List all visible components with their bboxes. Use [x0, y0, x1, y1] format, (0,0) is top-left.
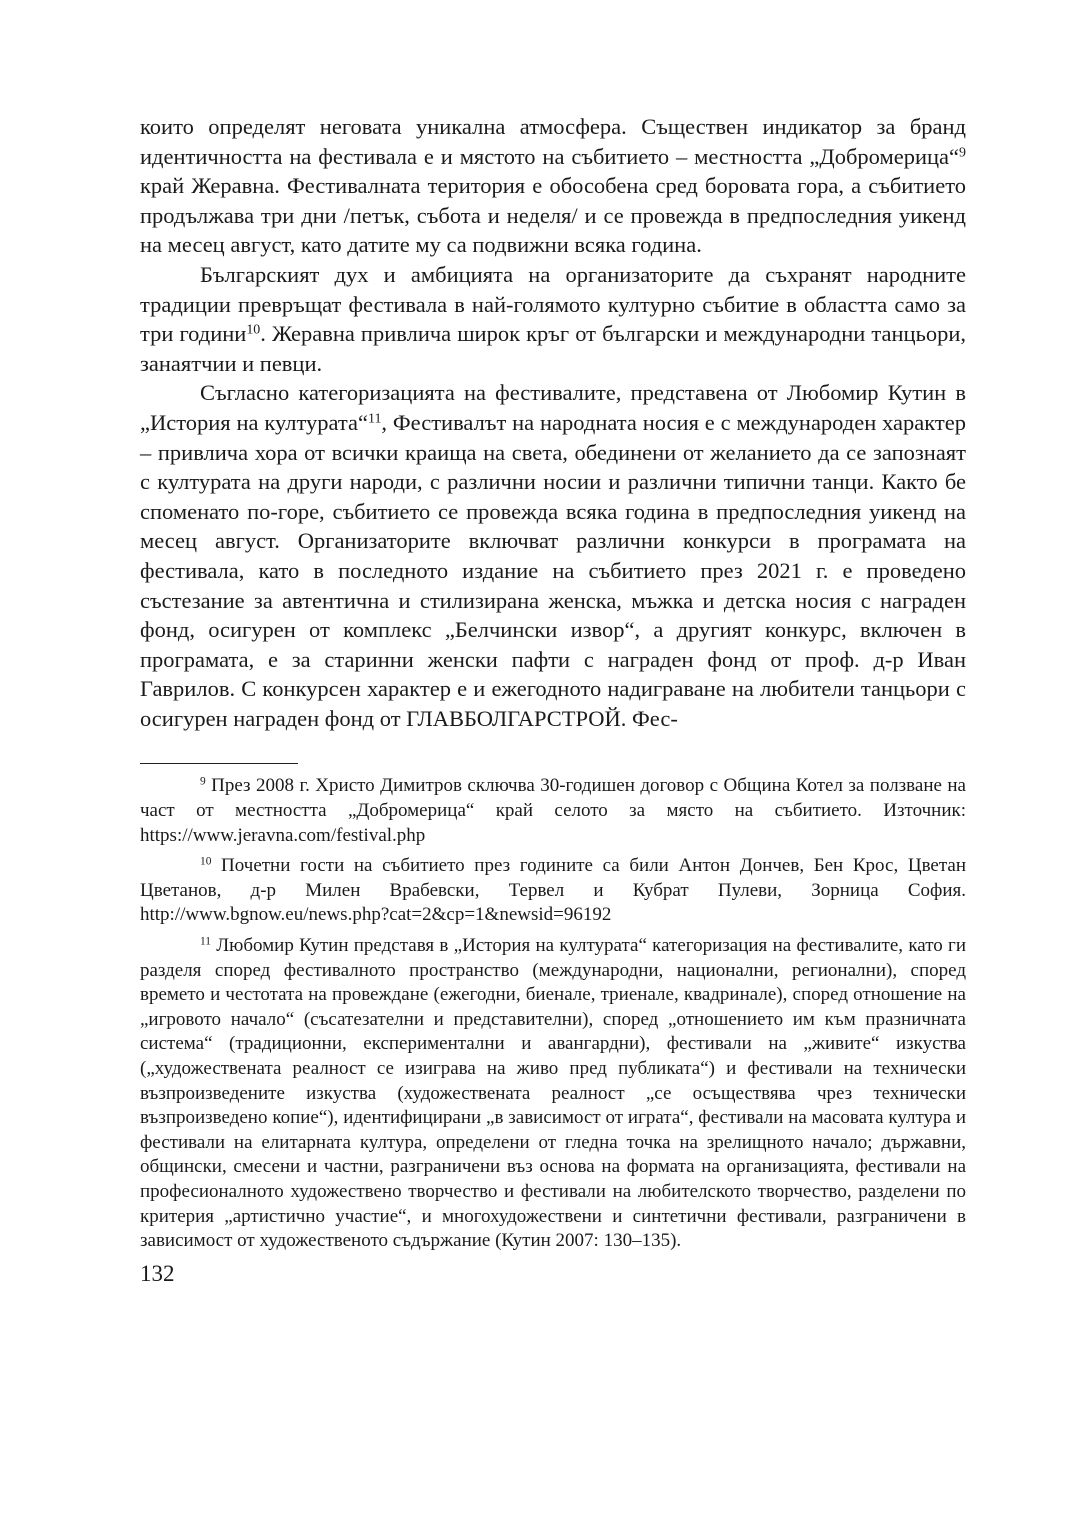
footnote-reference-10[interactable]: 10: [246, 322, 261, 338]
page-number: 132: [140, 1260, 175, 1286]
body-paragraph-2: [140, 260, 966, 378]
footnote-11: [140, 934, 966, 1254]
paragraph-text: край Жеравна. Фестивалната територия е обособена сред боровата гора, а събитието продължава три дни /петък, събота и неделя/ и се провежда в предпоследния уикенд на месец август, като датите му са подвижни всяка година.: [140, 173, 966, 258]
page: [140, 112, 966, 1288]
paragraph-text: Съгласно категоризацията на фестивалите, представена от Любомир Кутин в „История на културата“: [140, 380, 966, 435]
footnote-reference-9[interactable]: 9: [959, 144, 966, 160]
body-paragraph-1: [140, 112, 966, 260]
footnote-number: 9: [200, 776, 206, 789]
footnote-text: През 2008 г. Христо Димитров сключва 30-годишен договор с Община Котел за ползване на част от местността „Добромерица“ край селото за място на събитието. Източник: https://www.jeravna.com/festival.php: [140, 775, 966, 846]
footnote-text: Любомир Кутин представя в „История на културата“ категоризация на фестивалите, като ги разделя според фестивалното пространство (международни, национални, регионални), според времето и честотата на провеждане (ежегодни, биенале, триенале, квадринале), според отношение на „игровото начало“ (съсатезателни и представителни), според „отношението им към празничната система“ (традиционни, експериментални и авангардни), фестивали на „живите“ изкуства („художествената реалност се изиграва на живо пред публиката“) и фестивали на технически възпроизведените изкуства (художествената реалност „се осъществява чрез технически възпроизведено копие“), идентифицирани „в зависимост от играта“, фестивали на масовата култура и фестивали на елитарната култура, определени от гледна точка на зрелищното начало; държавни, общински, смесени и частни, разграничени въз основа на формата на организацията, фестивали на професионалното художествено творчество и фестивали на любителското творчество, разделени по критерия „артистично участие“, и многохудожествени и синтетични фестивали, разграничени в зависимост от художественото съдържание (Кутин 2007: 130–135).: [140, 935, 966, 1252]
paragraph-text: които определят неговата уникална атмосфера. Съществен индикатор за бранд идентичността на фестивала е и мястото на събитието – местността „Добромерица“: [140, 114, 966, 169]
footnote-number: 11: [200, 935, 211, 948]
paragraph-text: Българският дух и амбицията на организаторите да съхранят народните традиции превръщат фестивала в най-голямото културно събитие в областта само за три години: [140, 261, 966, 347]
footnote-text: Почетни гости на събитието през годините са били Антон Дончев, Бен Крос, Цветан Цветанов, д-р Милен Врабевски, Тервел и Кубрат Пулеви, Зорница София. http://www.bgnow.eu/news.php?cat=2&cp=1&newsid=96192: [140, 855, 966, 926]
footnote-10: [140, 854, 966, 928]
paragraph-text: , Фестивалът на народната носия е с международен характер – привлича хора от всички краища на света, обединени от желанието да се запознаят с културата на други народи, с различни носии и различни типични танци. Както бе споменато по-горе, събитието се провежда всяка година в предпоследния уикенд на месец август. Организаторите включват различни конкурси в програмата на фестивала, като в последното издание на събитието през 2021 г. е проведено състезание за автентична и стилизирана женска, мъжка и детска носия с награден фонд, осигурен от комплекс „Белчински извор“, а другият конкурс, включен в програмата, е за старинни женски пафти с награден фонд от проф. д-р Иван Гаврилов. С конкурсен характер е и ежегодното надиграване на любители танцьори с осигурен награден фонд от ГЛАВБОЛГАРСТРОЙ. Фес-: [140, 409, 966, 731]
footnote-separator: [140, 763, 298, 764]
footnote-reference-11[interactable]: 11: [368, 411, 382, 427]
footnote-number: 10: [200, 855, 212, 868]
body-paragraph-3: [140, 378, 966, 733]
footnote-9: [140, 774, 966, 848]
paragraph-text: . Жеравна привлича широк кръг от български и международни танцьори, занаятчии и певци.: [140, 321, 966, 376]
